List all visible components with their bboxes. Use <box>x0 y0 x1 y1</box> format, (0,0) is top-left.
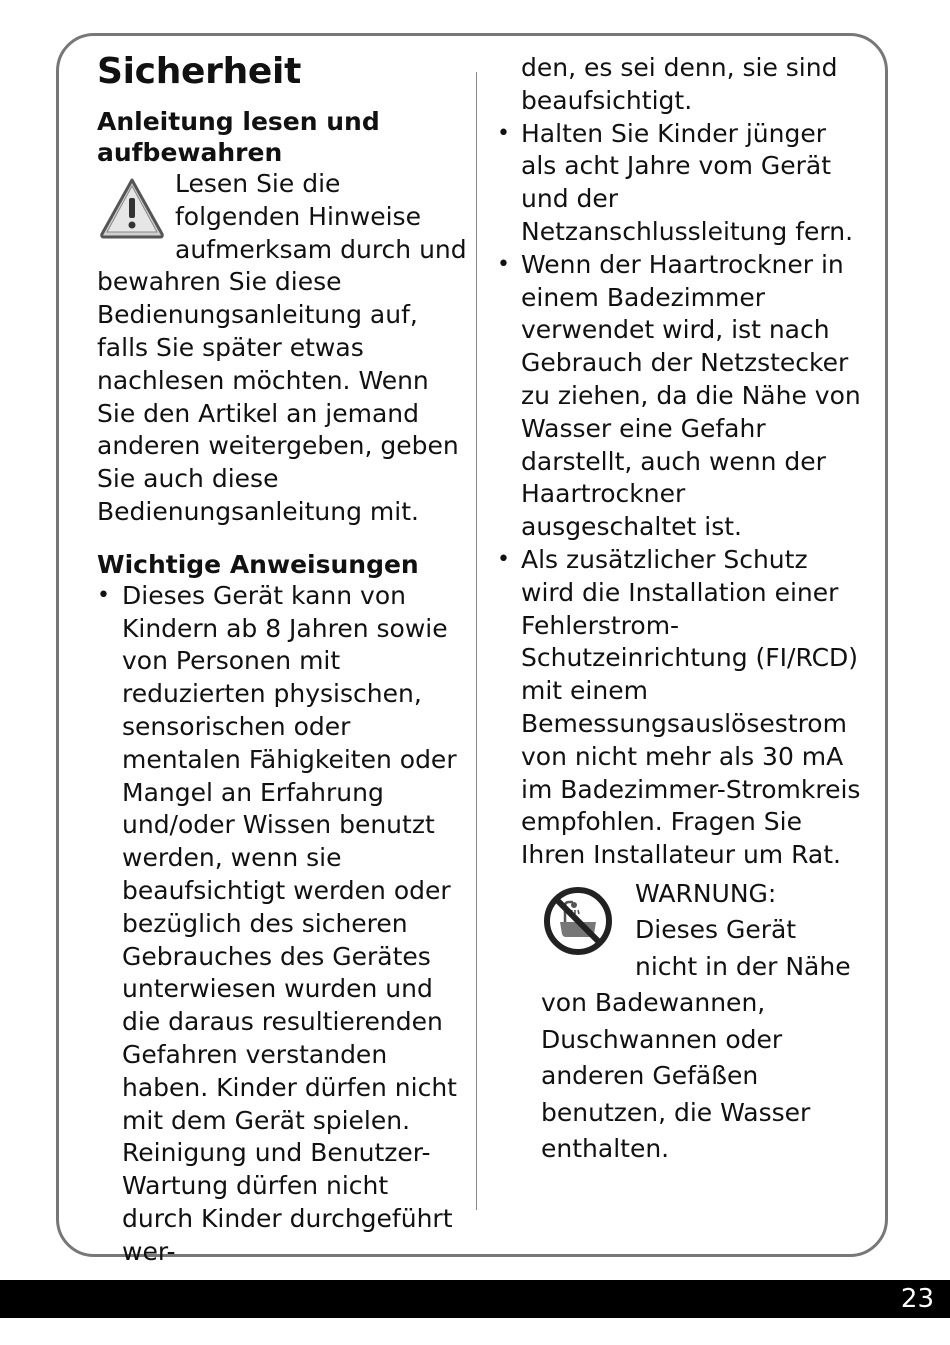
left-column <box>97 50 467 1269</box>
list-item-continuation: den, es sei denn, sie sind beaufsichtigt. <box>521 53 838 115</box>
section-title-read-keep <box>97 106 467 168</box>
read-instructions-block <box>97 168 467 529</box>
warning-triangle-icon <box>99 176 165 240</box>
column-divider <box>476 72 477 1210</box>
page-title: Sicherheit <box>97 51 302 92</box>
section-title-line2: aufbewahren <box>97 138 283 167</box>
right-column <box>521 52 866 1168</box>
bathtub-warning-block <box>541 876 866 1168</box>
list-item: • Dieses Gerät kann von Kindern ab 8 Jahren sowie von Personen mit reduzierten physischen, sensorischen oder mentalen Fähigkeiten oder Mangel an Erfahrung und/oder Wissen benutzt werden, wenn sie beaufsichtigt werden oder bezüglich des sicheren Gebrauches des Gerätes unterwiesen wurden und die daraus resultierenden Gefahren verstanden haben. Kinder dürfen nicht mit dem Gerät spielen. Reinigung und Benutzer-Wartung dürfen nicht durch Kinder durchgeführt wer- <box>97 580 467 1269</box>
instructions-list-left <box>97 580 467 1269</box>
read-instructions-text: Lesen Sie die folgenden Hinweise aufmerksam durch und bewahren Sie diese Bedienungsanleitung auf, falls Sie später etwas nachlesen möchten. Wenn Sie den Artikel an jemand anderen weitergeben, geben Sie auch diese Bedienungsanleitung mit. <box>97 169 467 526</box>
bathtub-warning-text: WARNUNG: Dieses Gerät nicht in der Nähe von Badewannen, Duschwannen oder anderen Gefäßen benutzen, die Wasser enthalten. <box>541 878 851 1164</box>
list-item: • Als zusätzlicher Schutz wird die Installation einer Fehlerstrom-Schutzeinrichtung (FI/RCD) mit einem Bemessungsauslösestrom von nicht mehr als 30 mA im Badezimmer-Stromkreis empfohlen. Fragen Sie Ihren Installateur um Rat. <box>521 544 866 872</box>
section-title-line1: Anleitung lesen und <box>97 107 380 136</box>
list-item: • Halten Sie Kinder jünger als acht Jahre vom Gerät und der Netzanschlussleitung fern. <box>521 118 866 249</box>
footer-bar <box>0 1280 950 1318</box>
instructions-list-right <box>521 118 866 872</box>
list-item: • Wenn der Haartrockner in einem Badezimmer verwendet wird, ist nach Gebrauch der Netzstecker zu ziehen, da die Nähe von Wasser eine Gefahr darstellt, auch wenn der Haartrockner ausgeschaltet ist. <box>521 249 866 544</box>
no-bathtub-icon <box>543 886 613 956</box>
section-title-important: Wichtige Anweisungen <box>97 549 419 579</box>
page-number: 23 <box>900 1284 934 1314</box>
